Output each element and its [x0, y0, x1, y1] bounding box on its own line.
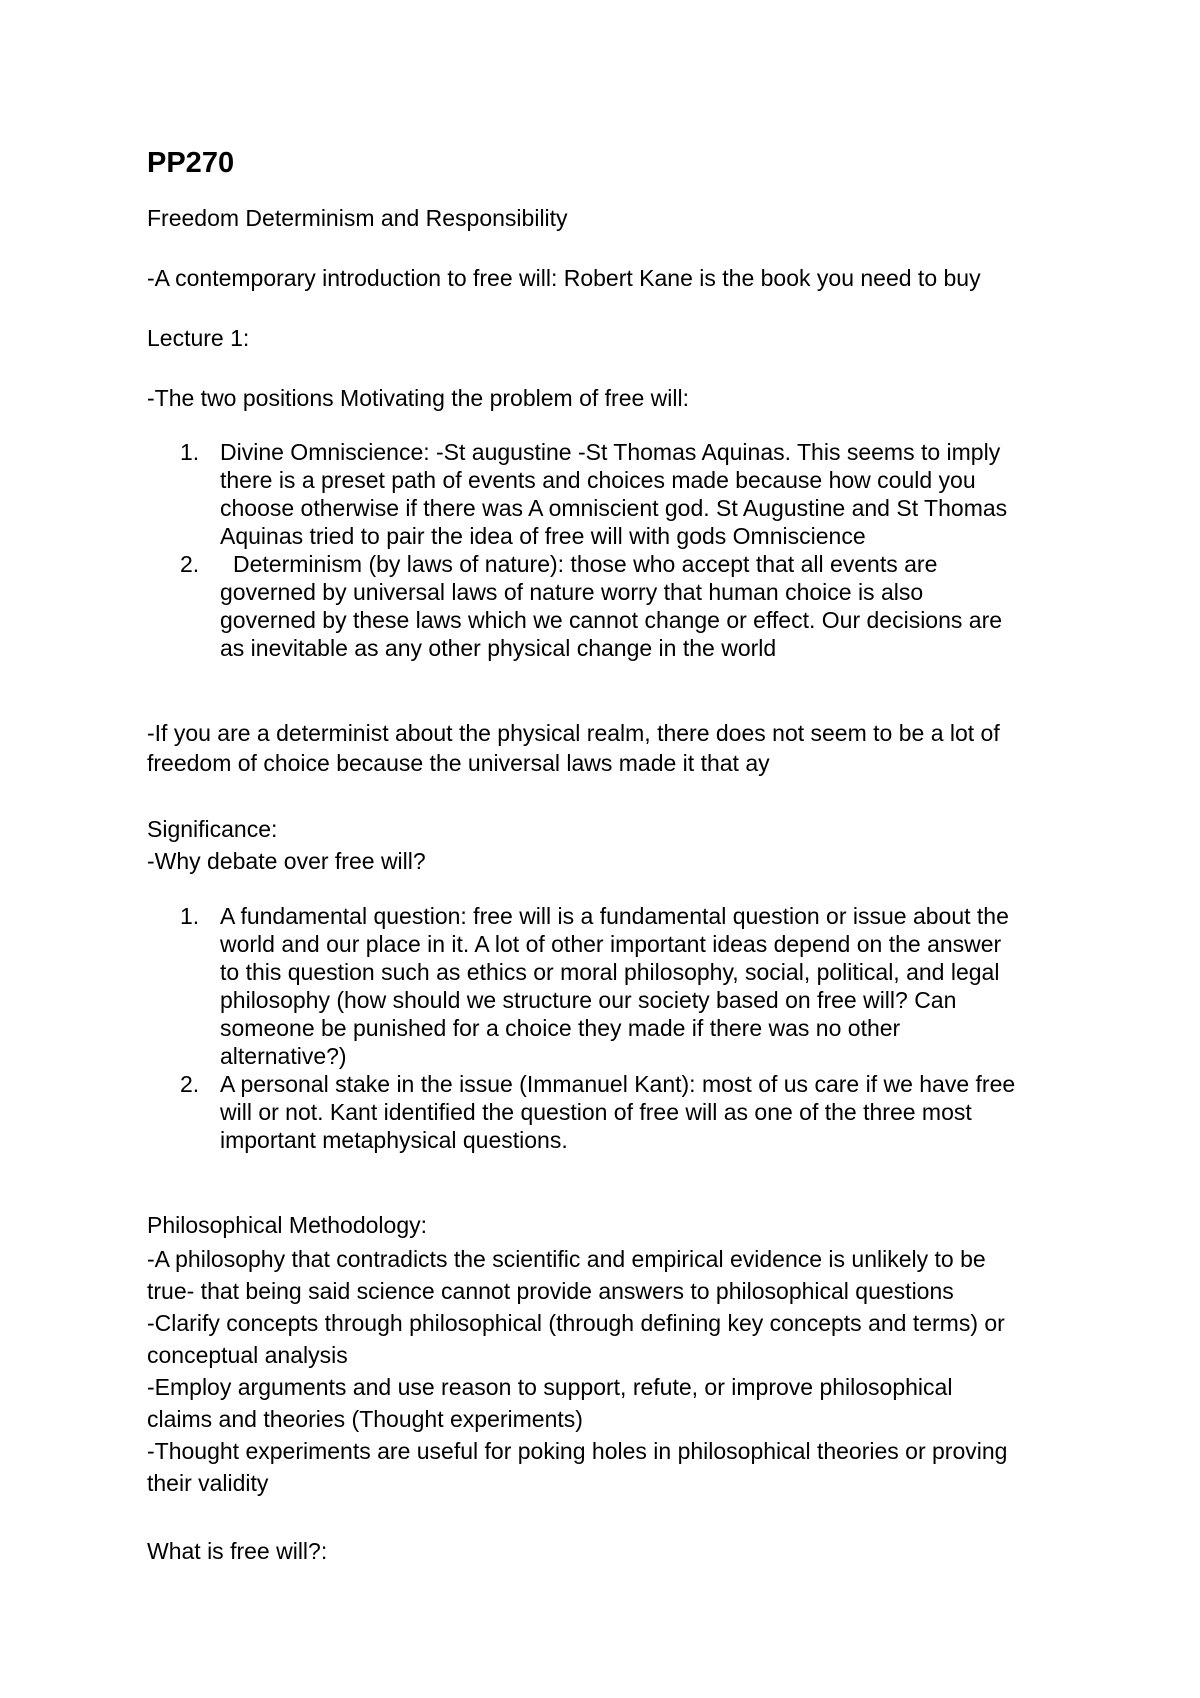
- list-item-line: choose otherwise if there was A omniscient god. St Augustine and St Thomas: [220, 495, 1008, 521]
- list-item-line: to this question such as ethics or moral philosophy, social, political, and legal: [220, 959, 1000, 985]
- paragraph-line: -If you are a determinist about the physical realm, there does not seem to be a lot of: [147, 720, 1000, 746]
- significance-question: -Why debate over free will?: [147, 848, 426, 874]
- list-item: [147, 438, 1067, 550]
- list-item-number: 2.: [180, 551, 200, 577]
- paragraph-line: -Employ arguments and use reason to support, refute, or improve philosophical: [147, 1374, 953, 1400]
- paragraph-line: true- that being said science cannot provide answers to philosophical questions: [147, 1278, 954, 1304]
- significance-heading: Significance:: [147, 816, 278, 842]
- list-item-line: important metaphysical questions.: [220, 1127, 568, 1153]
- list-item-number: 1.: [180, 903, 200, 929]
- list-item-line: philosophy (how should we structure our society based on free will? Can: [220, 987, 957, 1013]
- free-will-heading: What is free will?:: [147, 1538, 328, 1564]
- determinist-note: [147, 718, 1067, 778]
- paragraph-line: conceptual analysis: [147, 1342, 348, 1368]
- list-item-line: Aquinas tried to pair the idea of free will with gods Omniscience: [220, 523, 866, 549]
- book-note: -A contemporary introduction to free will: Robert Kane is the book you need to buy: [147, 265, 981, 291]
- list-item-number: 2.: [180, 1071, 200, 1097]
- methodology-block: [147, 1243, 1067, 1499]
- paragraph-line: -Clarify concepts through philosophical (through defining key concepts and terms) or: [147, 1310, 1005, 1336]
- list-item: [147, 902, 1067, 1070]
- paragraph-line: -A philosophy that contradicts the scientific and empirical evidence is unlikely to be: [147, 1246, 986, 1272]
- positions-list: [147, 438, 1067, 662]
- list-item-line: there is a preset path of events and choices made because how could you: [220, 467, 976, 493]
- list-item: [147, 550, 1067, 662]
- list-item: [147, 1070, 1067, 1154]
- list-item-line: as inevitable as any other physical change in the world: [220, 635, 777, 661]
- course-subtitle: Freedom Determinism and Responsibility: [147, 205, 568, 231]
- list-item-line: will or not. Kant identified the question of free will as one of the three most: [220, 1099, 972, 1125]
- list-item-line: someone be punished for a choice they made if there was no other: [220, 1015, 901, 1041]
- paragraph-line: claims and theories (Thought experiments): [147, 1406, 583, 1432]
- positions-intro: -The two positions Motivating the problem of free will:: [147, 385, 690, 411]
- list-item-line: alternative?): [220, 1043, 347, 1069]
- list-item-line: governed by universal laws of nature worry that human choice is also: [220, 579, 924, 605]
- paragraph-line: their validity: [147, 1470, 269, 1496]
- significance-list: [147, 902, 1067, 1154]
- list-item-line: A personal stake in the issue (Immanuel Kant): most of us care if we have free: [220, 1071, 1016, 1097]
- paragraph-line: freedom of choice because the universal laws made it that ay: [147, 750, 770, 776]
- list-item-line: Determinism (by laws of nature): those who accept that all events are: [233, 551, 938, 577]
- document-title: PP270: [147, 147, 235, 179]
- list-item-line: governed by these laws which we cannot change or effect. Our decisions are: [220, 607, 1003, 633]
- list-item-line: Divine Omniscience: -St augustine -St Thomas Aquinas. This seems to imply: [220, 439, 1001, 465]
- list-item-line: A fundamental question: free will is a fundamental question or issue about the: [220, 903, 1009, 929]
- lecture-heading: Lecture 1:: [147, 325, 250, 351]
- methodology-heading: Philosophical Methodology:: [147, 1212, 428, 1238]
- list-item-line: world and our place in it. A lot of other important ideas depend on the answer: [220, 931, 1002, 957]
- list-item-number: 1.: [180, 439, 200, 465]
- paragraph-line: -Thought experiments are useful for poking holes in philosophical theories or proving: [147, 1438, 1008, 1464]
